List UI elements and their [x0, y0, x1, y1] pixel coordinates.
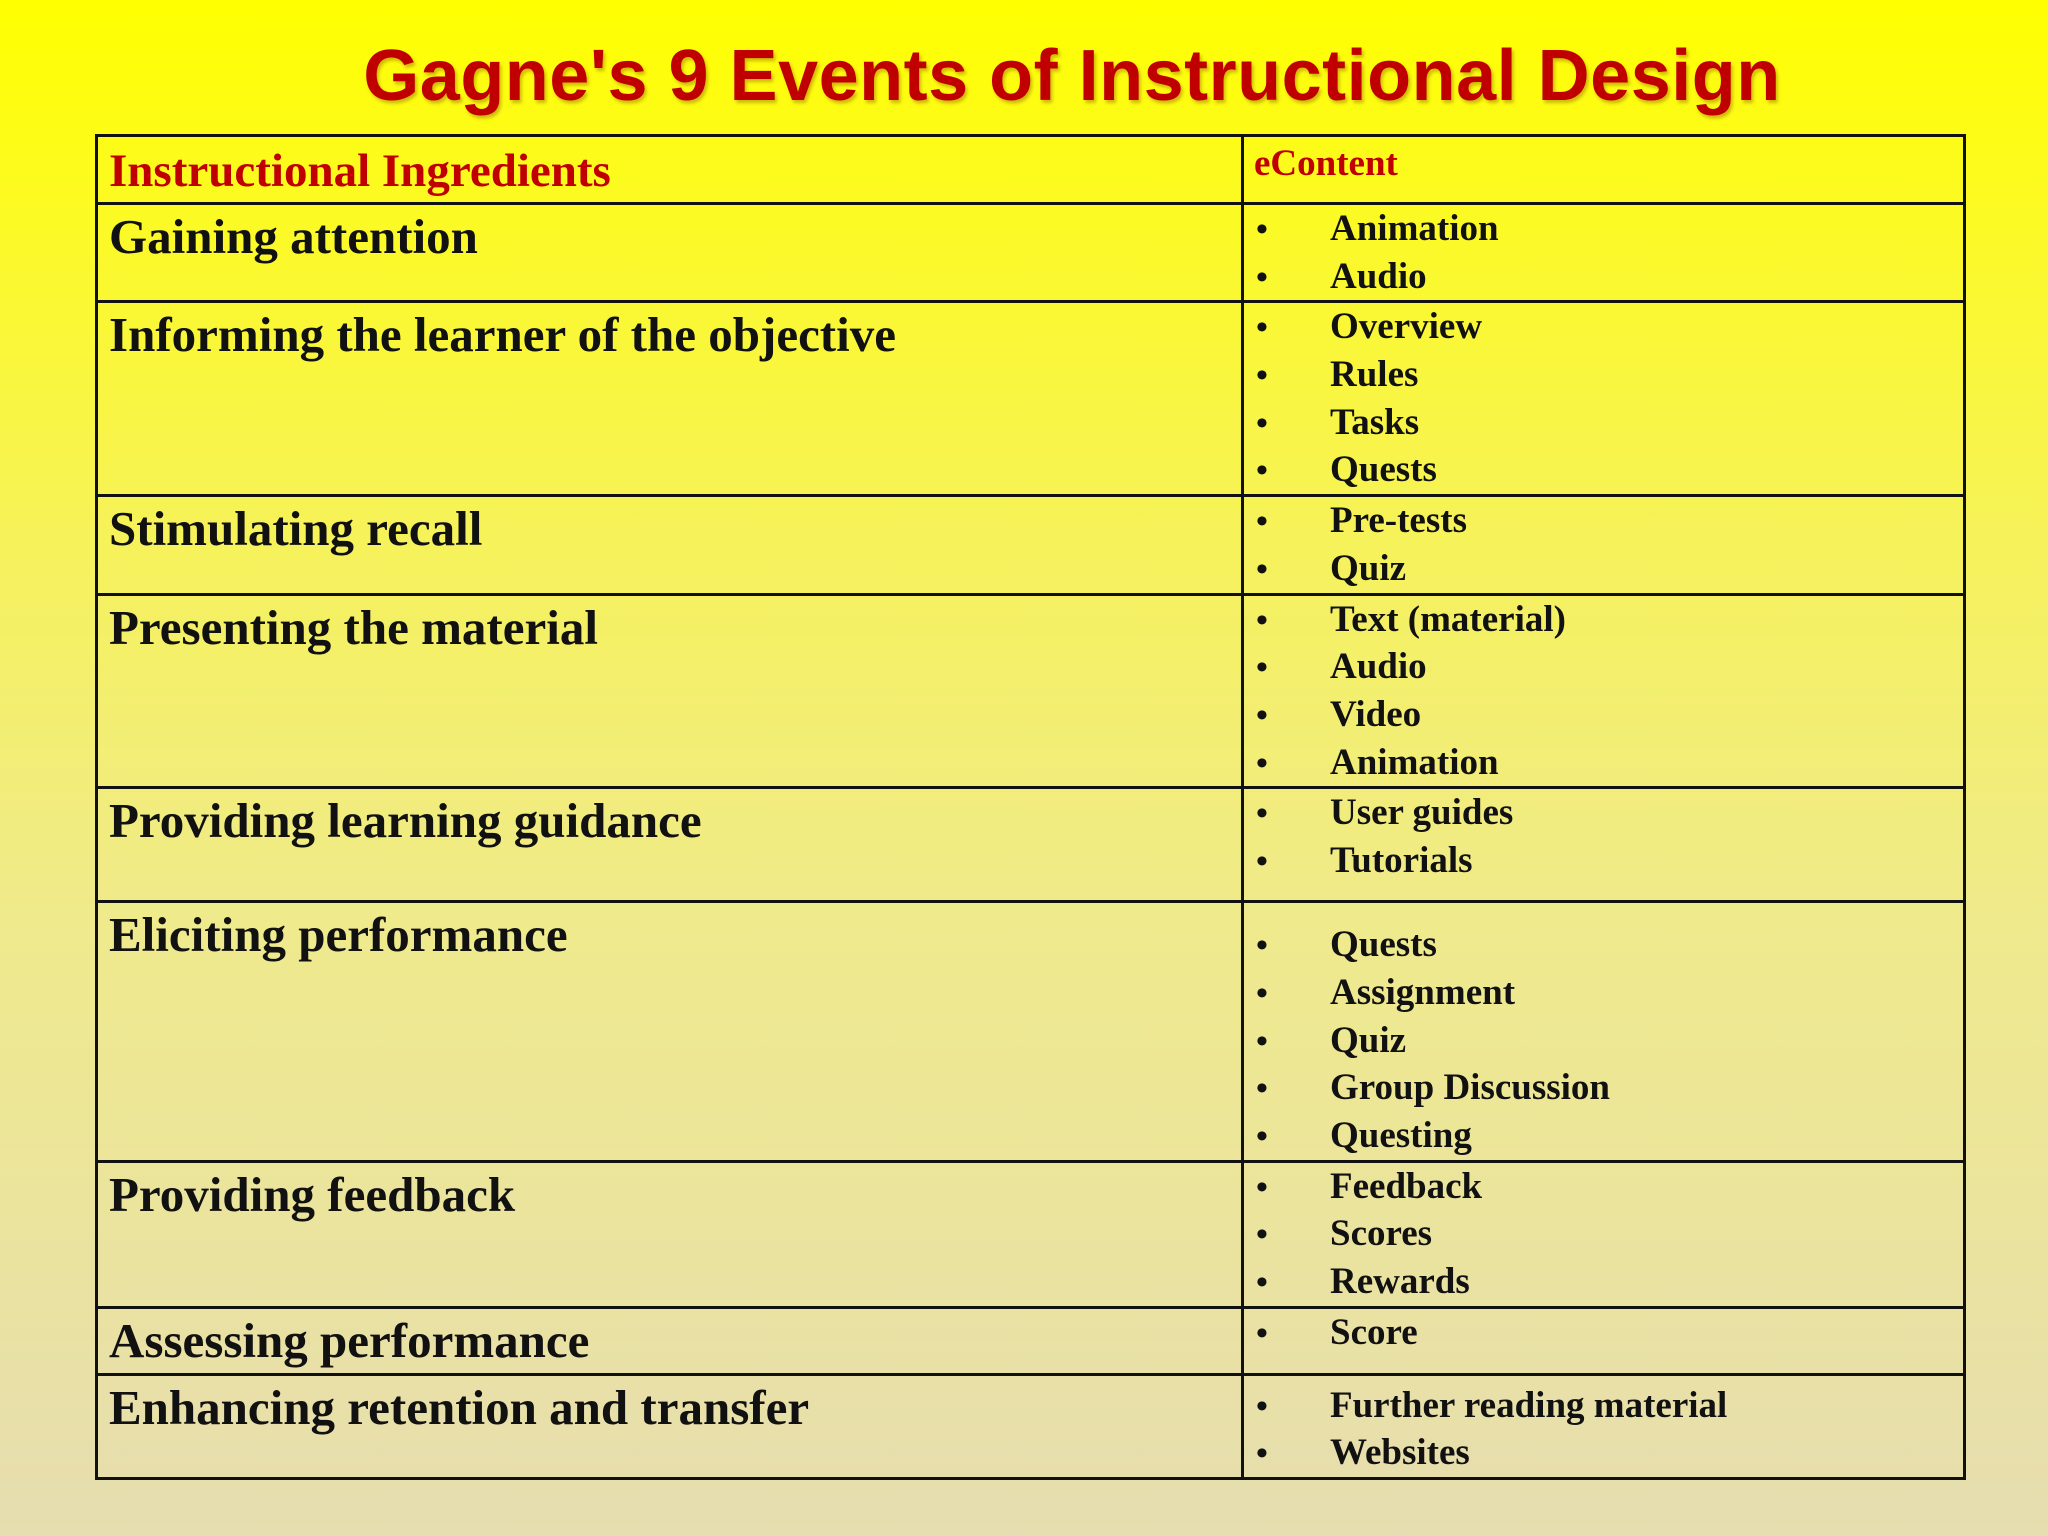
bullet-icon: •	[1256, 1264, 1268, 1302]
econtent-item-label: Text (material)	[1330, 598, 1566, 640]
header-ingredients-label: Instructional Ingredients	[109, 145, 611, 197]
list-item	[1244, 545, 1963, 593]
econtent-item-label: User guides	[1330, 792, 1514, 834]
bullet-icon: •	[1256, 601, 1268, 639]
bullet-icon: •	[1256, 1216, 1268, 1254]
event-name: Assessing performance	[109, 1312, 590, 1368]
header-cell-ingredients	[97, 136, 1243, 204]
econtent-item-label: Questing	[1330, 1115, 1472, 1156]
econtent-list	[1244, 1163, 1963, 1306]
bullet-icon: •	[1256, 1168, 1268, 1206]
econtent-item-label: Group Discussion	[1330, 1067, 1610, 1109]
econtent-item-label: Quests	[1330, 449, 1437, 491]
econtent-list	[1244, 1309, 1963, 1357]
event-cell	[97, 496, 1243, 594]
header-econtent-label: eContent	[1254, 143, 1398, 184]
list-item	[1244, 691, 1963, 739]
econtent-item-label: Audio	[1330, 646, 1427, 688]
econtent-cell	[1243, 594, 1965, 788]
bullet-icon: •	[1256, 550, 1268, 588]
bullet-icon: •	[1256, 696, 1268, 734]
econtent-list	[1244, 1376, 1963, 1477]
econtent-list	[1244, 303, 1963, 494]
event-name: Gaining attention	[109, 209, 478, 264]
econtent-list	[1244, 205, 1963, 300]
bullet-icon: •	[1256, 649, 1268, 687]
list-item	[1244, 921, 1963, 969]
bullet-icon: •	[1256, 927, 1268, 965]
bullet-icon: •	[1256, 404, 1268, 442]
econtent-cell	[1243, 902, 1965, 1161]
econtent-item-label: Scores	[1330, 1213, 1433, 1255]
table-row	[97, 788, 1965, 902]
econtent-cell	[1243, 1307, 1965, 1374]
events-table	[95, 134, 1966, 1480]
econtent-item-label: Pre-tests	[1330, 500, 1467, 542]
event-cell	[97, 204, 1243, 302]
econtent-list	[1244, 596, 1963, 787]
bullet-icon: •	[1256, 1118, 1268, 1155]
bullet-icon: •	[1256, 1070, 1268, 1108]
econtent-item-label: Tasks	[1330, 401, 1420, 443]
list-item	[1244, 1112, 1963, 1160]
list-item	[1244, 399, 1963, 447]
table-row	[97, 496, 1965, 594]
econtent-item-label: Video	[1330, 693, 1422, 735]
event-name: Presenting the material	[109, 599, 598, 655]
econtent-item-label: Assignment	[1330, 971, 1516, 1013]
event-cell	[97, 594, 1243, 788]
bullet-icon: •	[1256, 258, 1268, 296]
table-row	[97, 302, 1965, 496]
bullet-icon: •	[1256, 795, 1268, 833]
list-item	[1244, 789, 1963, 837]
econtent-cell	[1243, 1374, 1965, 1478]
bullet-icon: •	[1256, 452, 1268, 490]
econtent-item-label: Rewards	[1330, 1261, 1470, 1303]
table-row	[97, 594, 1965, 788]
econtent-item-label: Quiz	[1330, 1019, 1407, 1061]
bullet-icon: •	[1256, 744, 1268, 782]
bullet-icon: •	[1256, 309, 1268, 347]
bullet-icon: •	[1256, 1022, 1268, 1060]
event-cell	[97, 1161, 1243, 1307]
list-item	[1244, 1309, 1963, 1357]
econtent-item-label: Websites	[1330, 1432, 1470, 1474]
bullet-icon: •	[1256, 211, 1268, 248]
bullet-icon: •	[1256, 357, 1268, 395]
bullet-icon: •	[1256, 1435, 1268, 1473]
list-item	[1244, 1064, 1963, 1112]
bullet-icon: •	[1256, 842, 1268, 880]
bullet-icon: •	[1256, 974, 1268, 1012]
event-name: Providing feedback	[109, 1166, 516, 1222]
list-item	[1244, 253, 1963, 301]
header-cell-econtent	[1243, 136, 1965, 204]
econtent-item-label: Audio	[1330, 255, 1427, 297]
econtent-item-label: Feedback	[1330, 1165, 1483, 1207]
list-item	[1244, 837, 1963, 885]
event-name: Informing the learner of the objective	[109, 307, 896, 363]
econtent-cell	[1243, 496, 1965, 594]
econtent-item-label: Quiz	[1330, 547, 1407, 589]
event-name: Providing learning guidance	[109, 793, 702, 849]
bullet-icon: •	[1256, 1387, 1268, 1425]
event-cell	[97, 1307, 1243, 1374]
list-item	[1244, 446, 1963, 494]
bullet-icon: •	[1256, 503, 1268, 541]
list-item	[1244, 596, 1963, 644]
list-item	[1244, 1017, 1963, 1065]
econtent-list	[1244, 789, 1963, 884]
list-item	[1244, 1429, 1963, 1477]
econtent-item-label: Quests	[1330, 924, 1437, 966]
table-row	[97, 902, 1965, 1161]
event-cell	[97, 902, 1243, 1161]
bullet-icon: •	[1256, 1314, 1268, 1352]
event-name: Enhancing retention and transfer	[109, 1379, 810, 1435]
table-row	[97, 1161, 1965, 1307]
econtent-item-label: Score	[1330, 1311, 1418, 1353]
list-item	[1244, 205, 1963, 253]
econtent-item-label: Further reading material	[1330, 1384, 1728, 1426]
table-header-row	[97, 136, 1965, 204]
list-item	[1244, 303, 1963, 351]
table-row	[97, 204, 1965, 302]
table-row	[97, 1374, 1965, 1478]
econtent-item-label: Rules	[1330, 354, 1419, 396]
list-item	[1244, 1210, 1963, 1258]
econtent-item-label: Tutorials	[1330, 839, 1473, 881]
list-item	[1244, 1163, 1963, 1211]
event-cell	[97, 788, 1243, 902]
econtent-cell	[1243, 1161, 1965, 1307]
econtent-item-label: Animation	[1330, 208, 1499, 249]
econtent-item-label: Overview	[1330, 306, 1483, 348]
table-row	[97, 1307, 1965, 1374]
list-item	[1244, 1258, 1963, 1306]
event-cell	[97, 302, 1243, 496]
event-cell	[97, 1374, 1243, 1478]
econtent-list	[1244, 497, 1963, 592]
econtent-cell	[1243, 204, 1965, 302]
slide-title: Gagne's 9 Events of Instructional Design	[363, 36, 1781, 116]
event-name: Stimulating recall	[109, 501, 483, 557]
list-item	[1244, 1382, 1963, 1430]
list-item	[1244, 643, 1963, 691]
list-item	[1244, 739, 1963, 787]
econtent-item-label: Animation	[1330, 741, 1499, 783]
list-item	[1244, 497, 1963, 545]
event-name: Eliciting performance	[109, 907, 568, 963]
econtent-cell	[1243, 788, 1965, 902]
econtent-list	[1244, 903, 1963, 1159]
list-item	[1244, 351, 1963, 399]
list-item	[1244, 969, 1963, 1017]
econtent-cell	[1243, 302, 1965, 496]
